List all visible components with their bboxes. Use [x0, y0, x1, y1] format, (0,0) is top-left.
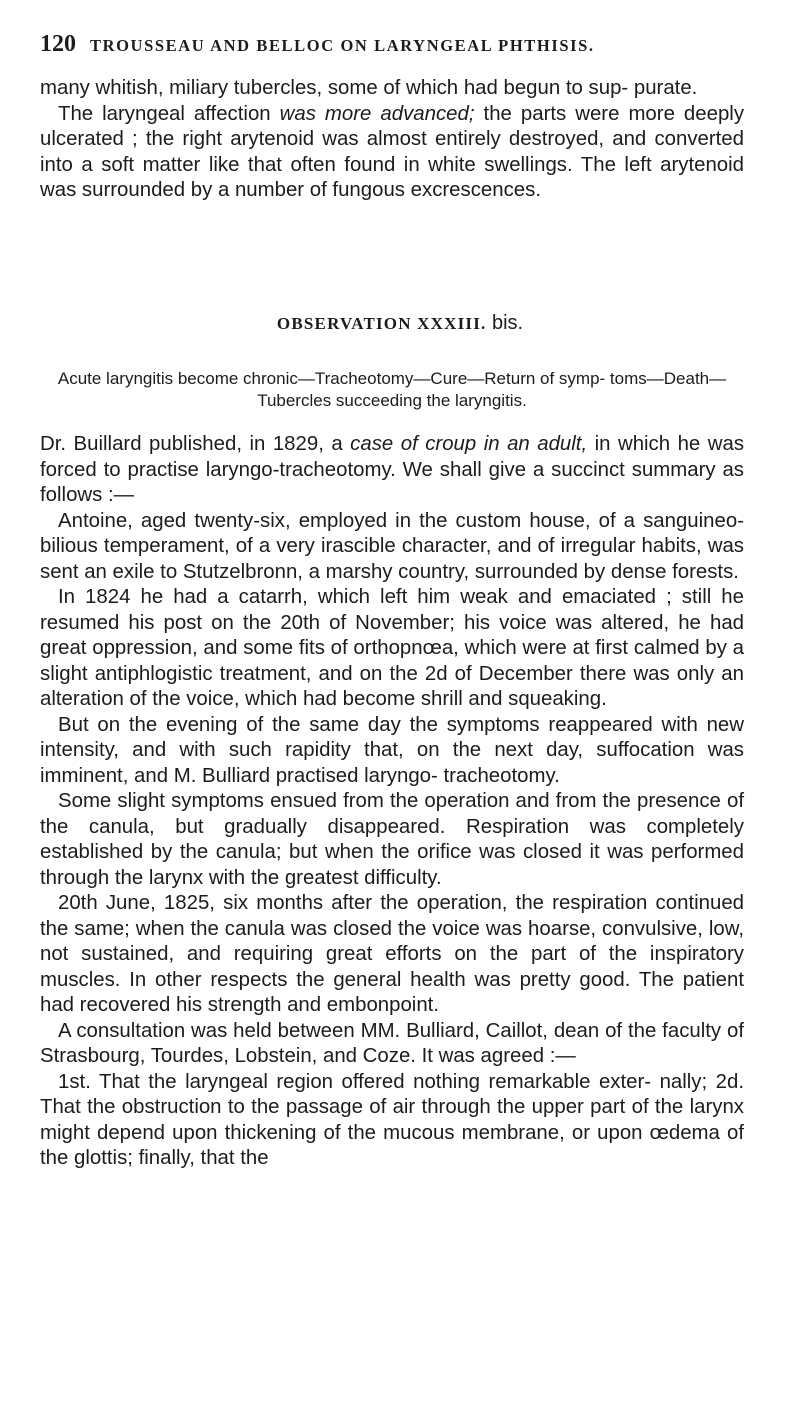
body-paragraph-4: But on the evening of the same day the symptoms reappeared with new intensity, and with such rapidity that, on the next day, suffocation was imminent, and M. Bulliard practised laryngo- tracheotomy.	[40, 713, 744, 787]
intro-text	[40, 76, 744, 204]
body-paragraph-8: 1st. That the laryngeal region offered nothing remarkable exter- nally; 2d. That the obstruction to the passage of air through the upper part of the larynx might depend upon thickening of the mucous membrane, or upon œdema of the glottis; finally, that the	[40, 1070, 744, 1169]
intro-p2-lead: The laryngeal affection	[58, 102, 280, 125]
intro-paragraph-1: many whitish, miliary tubercles, some of which had begun to sup- purate.	[40, 77, 698, 99]
body-paragraph-1	[40, 432, 744, 509]
body-p1-rest: in which he was forced to practise laryngo-tracheotomy. We shall give a succinct summary as follows :—	[40, 433, 745, 506]
page-number: 120	[40, 31, 76, 57]
body-paragraph-3: In 1824 he had a catarrh, which left him weak and emaciated ; still he resumed his post on the 20th of November; his voice was altered, he had great oppression, and some fits of orthopnœa, which were at first calmed by a slight antiphlogistic treatment, and on the 2d of December there was only an alteration of the voice, which had become shrill and squeaking.	[40, 586, 744, 710]
intro-p2-emphasis: was more advanced;	[279, 102, 475, 125]
body-paragraph-7: A consultation was held between MM. Bulliard, Caillot, dean of the faculty of Strasbourg, Tourdes, Lobstein, and Coze. It was agreed :—	[40, 1019, 744, 1067]
running-title: TROUSSEAU AND BELLOC ON LARYNGEAL PHTHISIS.	[90, 36, 595, 55]
observation-suffix: bis.	[491, 312, 524, 334]
observation-subtitle: Acute laryngitis become chronic—Tracheotomy—Cure—Return of symp- toms—Death—Tubercles succeeding the laryngitis.	[57, 369, 727, 410]
observation-number: OBSERVATION XXXIII.	[276, 314, 487, 333]
body-p1-emphasis: case of croup in an adult,	[350, 433, 588, 455]
body-paragraph-6: 20th June, 1825, six months after the operation, the respiration continued the same; when the canula was closed the voice was hoarse, convulsive, low, not sustained, and requiring great efforts on the part of the inspiratory muscles. In other respects the general health was pretty good. The patient had recovered his strength and embonpoint.	[40, 892, 744, 1016]
intro-paragraph-2	[40, 102, 744, 204]
running-head	[40, 31, 760, 58]
observation-heading	[0, 312, 800, 335]
body-p1-lead: Dr. Buillard published, in 1829, a	[40, 433, 351, 455]
body-paragraph-5: Some slight symptoms ensued from the operation and from the presence of the canula, but gradually disappeared. Respiration was completely established by the canula; but when the orifice was closed it was performed through the larynx with the greatest difficulty.	[40, 790, 744, 889]
observation-body	[40, 432, 744, 1172]
intro-p2-rest: the parts were more deeply ulcerated ; the right arytenoid was almost entirely destroyed, and converted into a soft matter like that often found in white swellings. The left arytenoid was surrounded by a number of fungous excrescences.	[40, 102, 745, 201]
body-paragraph-2: Antoine, aged twenty-six, employed in the custom house, of a sanguineo-bilious temperament, of a very irascible character, and of irregular habits, was sent an exile to Stutzelbronn, a marshy country, surrounded by dense forests.	[40, 509, 744, 583]
